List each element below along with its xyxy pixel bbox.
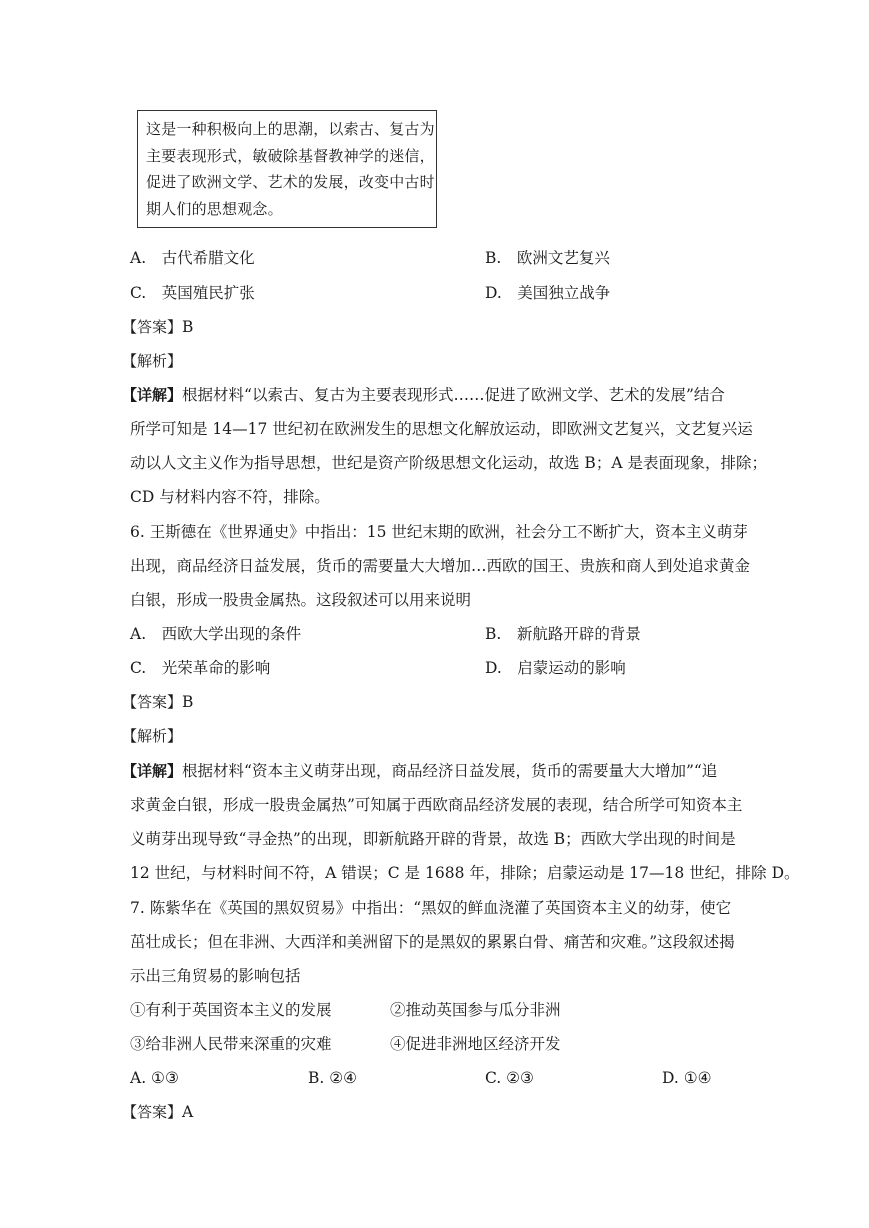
q6-detail-line: 义萌芽出现导致“寻金热”的出现，即新航路开辟的背景，故选 B；西欧大学出现的时间是: [130, 830, 736, 848]
q6-detail-line: 12 世纪，与材料时间不符，A 错误；C 是 1688 年，排除；启蒙运动是 17—18 世纪，排除 D。: [130, 864, 800, 882]
answer-value: B: [182, 693, 194, 711]
material-line: 期人们的思想观念。: [146, 199, 283, 218]
material-box: [137, 110, 437, 228]
answer-value: A: [182, 1103, 194, 1121]
q5-option-c: C. 英国殖民扩张: [130, 284, 255, 302]
q7-item-3: ③给非洲人民带来深重的灾难: [130, 1035, 332, 1053]
q7-stem-line: 7. 陈紫华在《英国的黑奴贸易》中指出：“黑奴的鲜血浇灌了英国资本主义的幼芽，使它: [130, 899, 732, 917]
detail-tag: 【详解】: [122, 762, 183, 780]
q7-option-b: B. ②④: [308, 1069, 358, 1087]
q5-detail-line: [122, 385, 725, 405]
q7-option-d: D. ①④: [662, 1069, 712, 1087]
q6-detail-line: [122, 761, 717, 781]
q6-detail-line: 求黄金白银，形成一股贵金属热”可知属于西欧商品经济发展的表现，结合所学可知资本主: [130, 796, 743, 814]
material-line: 促进了欧洲文学、艺术的发展，改变中古时: [146, 173, 435, 191]
q7-item-1: ①有利于英国资本主义的发展: [130, 1001, 332, 1019]
q5-option-a: A. 古代希腊文化: [130, 249, 255, 267]
q5-analysis-tag: 【解析】: [122, 352, 183, 370]
q7-item-2: ②推动英国参与瓜分非洲: [390, 1001, 561, 1019]
q5-answer: [122, 317, 193, 337]
q7-stem-line: 茁壮成长；但在非洲、大西洋和美洲留下的是黑奴的累累白骨、痛苦和灾难。”这段叙述揭: [130, 933, 735, 951]
q7-option-c: C. ②③: [485, 1069, 534, 1087]
q6-answer: [122, 692, 193, 712]
answer-value: B: [182, 318, 194, 336]
q5-detail-line: CD 与材料内容不符，排除。: [130, 488, 330, 506]
detail-text: 根据材料“资本主义萌芽出现，商品经济日益发展，货币的需要量大大增加”“追: [182, 762, 718, 780]
q6-stem-line: 6. 王斯德在《世界通史》中指出：15 世纪末期的欧洲，社会分工不断扩大，资本主义萌芽: [130, 523, 748, 541]
q5-option-b: B. 欧洲文艺复兴: [485, 249, 610, 267]
detail-tag: 【详解】: [122, 386, 183, 404]
q5-option-d: D. 美国独立战争: [485, 284, 611, 302]
q5-detail-line: 所学可知是 14—17 世纪初在欧洲发生的思想文化解放运动，即欧洲文艺复兴，文艺复兴运: [130, 420, 753, 438]
q6-option-a: A. 西欧大学出现的条件: [130, 625, 302, 643]
q6-stem-line: 白银，形成一股贵金属热。这段叙述可以用来说明: [130, 591, 472, 609]
q6-option-d: D. 启蒙运动的影响: [485, 659, 626, 677]
q7-stem-line: 示出三角贸易的影响包括: [130, 967, 301, 985]
q6-stem-line: 出现，商品经济日益发展，货币的需要量大大增加…西欧的国王、贵族和商人到处追求黄金: [130, 557, 751, 575]
q5-detail-line: 动以人文主义作为指导思想，世纪是资产阶级思想文化运动，故选 B；A 是表面现象，排除；: [130, 454, 767, 472]
q6-analysis-tag: 【解析】: [122, 727, 183, 745]
q7-item-4: ④促进非洲地区经济开发: [390, 1035, 561, 1053]
material-line: 主要表现形式，敏破除基督教神学的迷信，: [146, 146, 435, 165]
q6-option-c: C. 光荣革命的影响: [130, 659, 271, 677]
q6-option-b: B. 新航路开辟的背景: [485, 625, 641, 643]
material-line: 这是一种积极向上的思潮，以索古、复古为: [146, 120, 435, 138]
answer-tag: 【答案】: [122, 693, 183, 711]
answer-tag: 【答案】: [122, 1103, 183, 1121]
q7-option-a: A. ①③: [130, 1069, 179, 1087]
answer-tag: 【答案】: [122, 318, 183, 336]
q7-answer: [122, 1102, 193, 1122]
detail-text: 根据材料“以索古、复古为主要表现形式……促进了欧洲文学、艺术的发展”结合: [182, 386, 725, 404]
